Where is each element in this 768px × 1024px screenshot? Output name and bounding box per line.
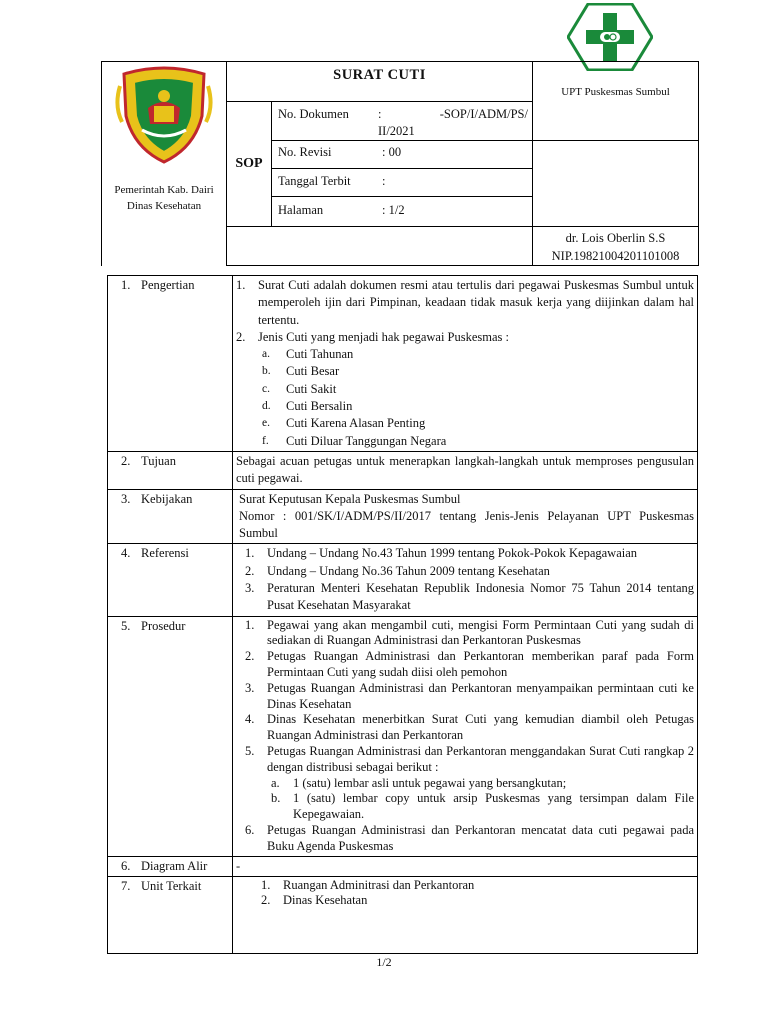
page-number: 1/2 <box>376 955 392 969</box>
item-number: 2. <box>236 329 246 344</box>
sub-item <box>245 791 694 823</box>
sub-item <box>236 433 694 450</box>
row-tujuan <box>108 451 698 489</box>
label-tujuan <box>108 451 233 489</box>
org-name-line2: Dinas Kesehatan <box>126 200 202 212</box>
list-item <box>261 893 694 908</box>
sub-number: a. <box>271 775 280 790</box>
dairi-regency-emblem-icon <box>114 66 214 164</box>
label-kebijakan <box>108 489 233 544</box>
row-diagram <box>108 856 698 876</box>
item-text: Petugas Ruangan Administrasi dan Perkantoran memberikan paraf pada Form Permintaan Cuti yang sudah diisi oleh pemohon <box>267 649 694 680</box>
row-kebijakan <box>108 489 698 544</box>
item-text: Pegawai yang akan mengambil cuti, mengisi Form Permintaan Cuti yang sudah di sediakan di Ruangan Administrasi dan Perkantoran Puskesmas <box>267 617 694 648</box>
row-label: Pengertian <box>141 278 195 292</box>
item-text: Surat Cuti adalah dokumen resmi atau tertulis dari pegawai Puskesmas Sumbul untuk memperoleh ijin dari Pimpinan, keadaan tidak masuk kerja yang diijinkan dalam hal tertentu. <box>258 278 694 327</box>
sub-number: e. <box>262 417 270 430</box>
sub-number: b. <box>271 791 281 806</box>
doc-number-label: No. Dokumen <box>278 107 349 121</box>
item-number: 1. <box>261 877 271 892</box>
list-item <box>245 618 694 650</box>
row-number: 1. <box>121 278 131 292</box>
list-item <box>236 277 694 329</box>
revision-value: : 00 <box>382 145 402 159</box>
document-title: SURAT CUTI <box>227 62 533 102</box>
item-text: Petugas Ruangan Administrasi dan Perkantoran mencatat data cuti pegawai pada Buku Agenda Puskesmas <box>267 823 694 853</box>
list-item <box>245 649 694 681</box>
row-label: Unit Terkait <box>141 878 202 893</box>
row-number: 2. <box>121 453 131 468</box>
item-number: 2. <box>261 892 271 907</box>
row-number: 3. <box>121 491 131 506</box>
list-item <box>261 878 694 893</box>
row-number: 7. <box>121 878 131 893</box>
list-item <box>245 823 694 855</box>
list-item <box>245 580 694 615</box>
item-number: 1. <box>236 278 246 292</box>
list-item <box>245 545 694 562</box>
item-text: Undang – Undang No.36 Tahun 2009 tentang Kesehatan <box>267 563 550 578</box>
org-name-line1: Pemerintah Kab. Dairi <box>114 184 214 196</box>
sub-text: Cuti Besar <box>286 364 340 379</box>
page-label: Halaman <box>278 203 324 217</box>
signer-name: dr. Lois Oberlin S.S <box>565 231 666 245</box>
sub-number: a. <box>262 348 270 361</box>
content-unit <box>233 876 698 953</box>
sub-item <box>236 398 694 415</box>
content-tujuan: Sebagai acuan petugas untuk menerapkan langkah-langkah untuk memproses pengusulan cuti pegawai. <box>233 451 698 489</box>
row-referensi <box>108 544 698 616</box>
item-text: Undang – Undang No.43 Tahun 1999 tentang Pokok-Pokok Kepagawaian <box>267 546 638 561</box>
sub-item <box>236 346 694 363</box>
sop-label: SOP <box>227 102 272 227</box>
item-text: Petugas Ruangan Administrasi dan Perkantoran menggandakan Surat Cuti rangkap 2 dengan distribusi sebagai berikut : <box>267 744 694 774</box>
row-unit <box>108 876 698 953</box>
sub-item <box>245 776 694 792</box>
sub-number: f. <box>262 434 269 447</box>
revision-row <box>272 141 533 169</box>
item-number: 1. <box>245 546 255 561</box>
list-item <box>245 681 694 713</box>
row-label: Prosedur <box>141 618 186 633</box>
page-value: : 1/2 <box>382 203 405 217</box>
item-number: 6. <box>245 823 255 837</box>
issue-date-value: : <box>382 174 386 188</box>
signer-block <box>533 227 699 266</box>
header-blank-cell <box>227 227 533 266</box>
label-pengertian <box>108 276 233 452</box>
unit-name: UPT Puskesmas Sumbul <box>533 62 699 141</box>
item-number: 3. <box>245 581 255 596</box>
label-unit <box>108 876 233 953</box>
sub-item <box>236 415 694 432</box>
revision-label: No. Revisi <box>278 145 332 159</box>
doc-number-value-line2: II/2021 <box>378 124 415 138</box>
list-item <box>245 563 694 580</box>
sub-number: b. <box>262 365 271 378</box>
header-logo-cell <box>102 62 227 266</box>
row-prosedur <box>108 616 698 856</box>
policy-line: Surat Keputusan Kepala Puskesmas Sumbul <box>239 491 461 506</box>
item-text: Jenis Cuti yang menjadi hak pegawai Puskesmas : <box>258 329 510 344</box>
page-row <box>272 197 533 227</box>
label-referensi <box>108 544 233 616</box>
sub-text: Cuti Sakit <box>286 381 337 396</box>
content-pengertian <box>233 276 698 452</box>
sub-number: c. <box>262 382 270 395</box>
content-diagram: - <box>233 856 698 876</box>
item-text: Petugas Ruangan Administrasi dan Perkantoran menyampaikan permintaan cuti ke Dinas Kesehatan <box>267 680 694 711</box>
sub-item <box>236 363 694 380</box>
sop-header-table <box>101 61 699 266</box>
policy-line: Nomor : 001/SK/I/ADM/PS/II/2017 tentang Jenis-Jenis Pelayanan UPT Puskesmas Sumbul <box>239 508 694 541</box>
signer-nip: NIP.19821004201101008 <box>551 249 680 263</box>
sub-item <box>236 381 694 398</box>
list-item <box>236 329 694 346</box>
sub-text: Cuti Diluar Tanggungan Negara <box>286 433 447 448</box>
sub-text: Cuti Bersalin <box>286 399 353 414</box>
list-item <box>245 744 694 776</box>
label-diagram <box>108 856 233 876</box>
item-number: 1. <box>245 617 255 632</box>
sub-number: d. <box>262 400 271 413</box>
item-number: 2. <box>245 649 255 664</box>
row-number: 4. <box>121 546 131 561</box>
item-number: 5. <box>245 744 255 759</box>
list-item <box>245 712 694 744</box>
label-prosedur <box>108 616 233 856</box>
row-label: Tujuan <box>141 453 176 468</box>
doc-number-value: -SOP/I/ADM/PS/ <box>439 107 528 121</box>
issue-date-row <box>272 169 533 197</box>
item-text: Dinas Kesehatan menerbitkan Surat Cuti yang kemudian diambil oleh Petugas Ruangan Administrasi dan Perkantoran <box>267 712 694 743</box>
issue-date-label: Tanggal Terbit <box>278 174 351 188</box>
doc-number-row <box>272 102 533 141</box>
row-label: Referensi <box>141 546 189 561</box>
content-kebijakan <box>233 489 698 544</box>
row-pengertian <box>108 276 698 452</box>
sop-content-table <box>107 275 698 954</box>
item-number: 4. <box>245 712 255 727</box>
sub-text: 1 (satu) lembar copy untuk arsip Puskesmas yang tersimpan dalam File Kepegawaian. <box>293 791 694 822</box>
item-text: Ruangan Adminitrasi dan Perkantoran <box>283 877 475 892</box>
content-referensi <box>233 544 698 616</box>
signature-area <box>533 141 699 227</box>
item-text: Dinas Kesehatan <box>283 892 368 907</box>
item-number: 3. <box>245 680 255 695</box>
sub-text: Cuti Karena Alasan Penting <box>286 416 426 431</box>
sub-text: 1 (satu) lembar asli untuk pegawai yang bersangkutan; <box>293 775 567 790</box>
doc-number-sep: : <box>378 107 382 121</box>
item-number: 2. <box>245 563 255 578</box>
row-label: Kebijakan <box>141 491 193 506</box>
row-label: Diagram Alir <box>141 858 208 873</box>
sub-text: Cuti Tahunan <box>286 347 354 362</box>
content-prosedur <box>233 616 698 856</box>
row-number: 5. <box>121 618 131 633</box>
item-text: Peraturan Menteri Kesehatan Republik Indonesia Nomor 75 Tahun 2014 tentang Pusat Kesehatan Masyarakat <box>267 581 694 613</box>
row-number: 6. <box>121 858 131 873</box>
